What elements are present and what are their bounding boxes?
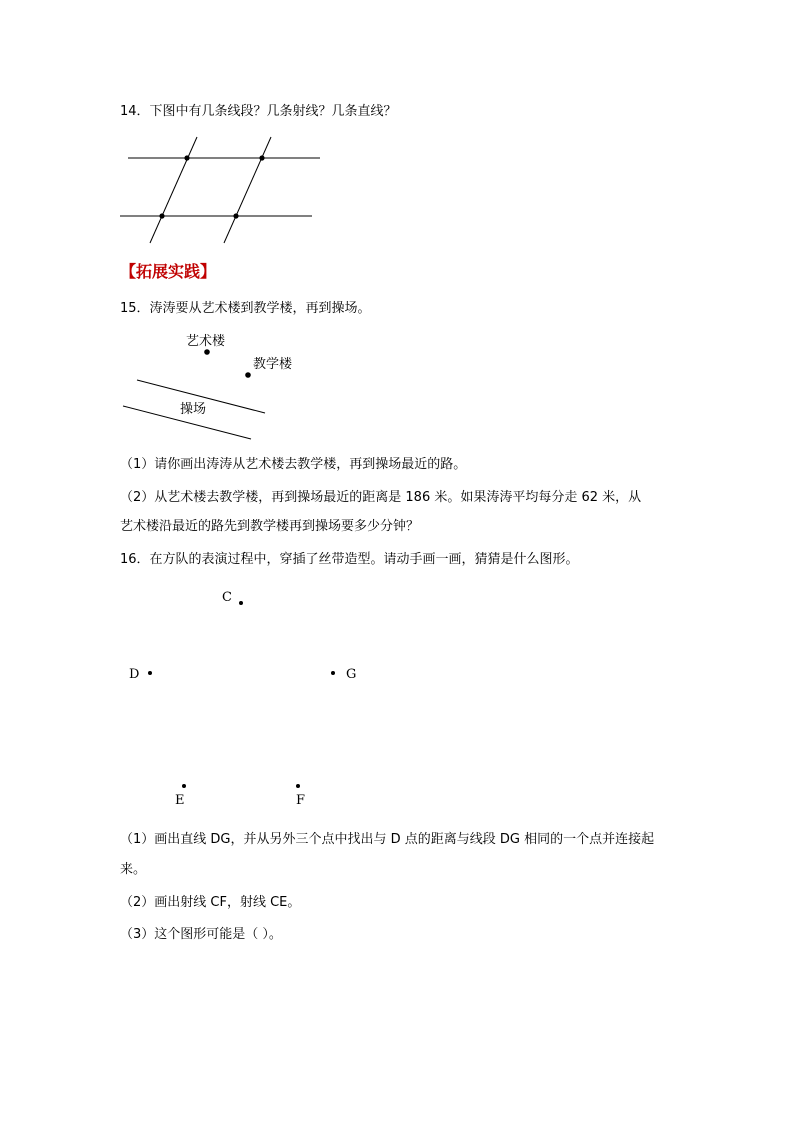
teaching-building-point <box>245 372 251 378</box>
point-e <box>182 784 186 788</box>
art-building-label: 艺术楼 <box>186 334 226 349</box>
point-c <box>239 601 243 605</box>
point-e-label: E <box>175 793 185 808</box>
point-g-label: G <box>346 667 357 682</box>
q16-figure <box>129 590 356 808</box>
field-label: 操场 <box>180 402 207 417</box>
q14-text: 14．下图中有几条线段？几条射线？几条直线？ <box>120 104 397 119</box>
q16-sub3: （3）这个图形可能是（ ）。 <box>120 927 282 942</box>
section-heading: 【拓展实践】 <box>120 262 217 281</box>
q14-point <box>259 155 264 160</box>
teaching-building-label: 教学楼 <box>253 357 293 372</box>
q16-sub1-line2: 来。 <box>120 862 147 877</box>
art-building-point <box>204 349 210 355</box>
q14-point <box>233 213 238 218</box>
point-d-label: D <box>129 667 140 682</box>
point-f <box>296 784 300 788</box>
q14-point <box>184 155 189 160</box>
point-d <box>148 671 152 675</box>
q16-text: 16．在方队的表演过程中，穿插了丝带造型。请动手画一画，猜猜是什么图形。 <box>120 552 579 567</box>
q15-sub2-line1: （2）从艺术楼去教学楼，再到操场最近的距离是 186 米。如果涛涛平均每分走 62 米，从 <box>120 490 642 505</box>
q15-figure <box>123 333 293 439</box>
q15-text: 15．涛涛要从艺术楼到教学楼，再到操场。 <box>120 301 371 316</box>
q15-sub1: （1）请你画出涛涛从艺术楼去教学楼，再到操场最近的路。 <box>120 457 467 472</box>
point-g <box>331 671 335 675</box>
q14-figure <box>120 137 320 243</box>
point-c-label: C <box>222 590 232 605</box>
q15-sub2-line2: 艺术楼沿最近的路先到教学楼再到操场要多少分钟？ <box>120 519 420 534</box>
q14-point <box>159 213 164 218</box>
point-f-label: F <box>296 793 306 808</box>
q14-left-slant <box>150 137 197 243</box>
q16-sub2: （2）画出射线 CF，射线 CE。 <box>120 895 301 910</box>
q14-right-slant <box>224 137 271 243</box>
q16-sub1-line1: （1）画出直线 DG，并从另外三个点中找出与 D 点的距离与线段 DG 相同的一个点并连接起 <box>120 832 655 847</box>
